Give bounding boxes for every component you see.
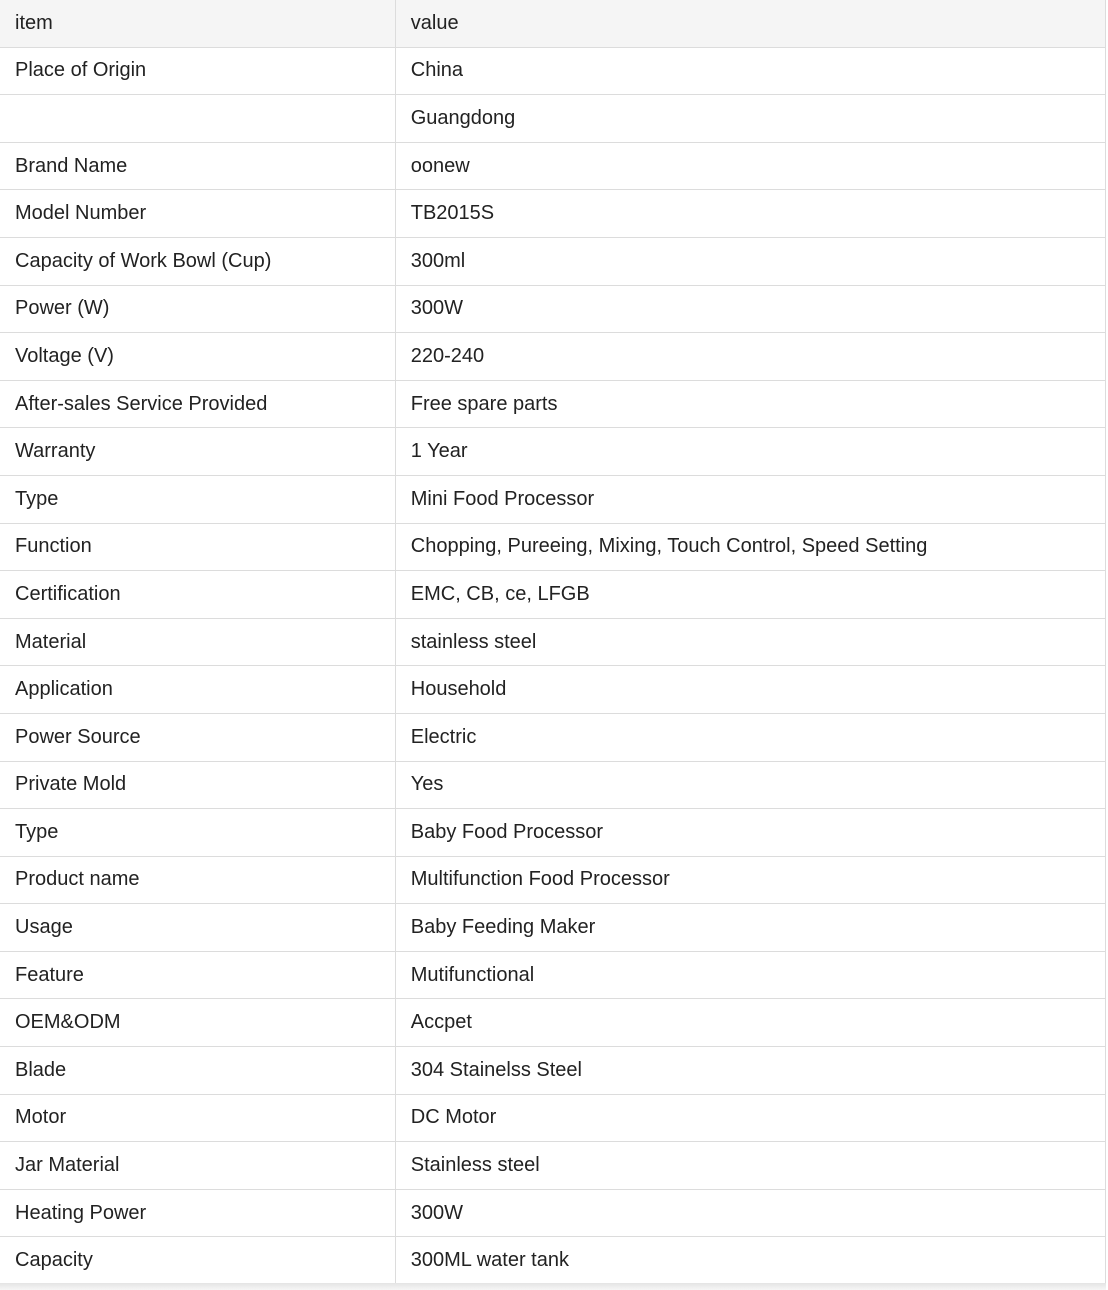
table-row xyxy=(0,951,1106,999)
row-item: Heating Power xyxy=(0,1189,395,1237)
row-item: Jar Material xyxy=(0,1142,395,1190)
table-row xyxy=(0,999,1106,1047)
row-value: 300ml xyxy=(395,237,1105,285)
row-item: Blade xyxy=(0,1047,395,1095)
row-value: 300ML water tank xyxy=(395,1237,1105,1285)
row-value: Guangdong xyxy=(395,95,1105,143)
row-value: Yes xyxy=(395,761,1105,809)
row-item: Power Source xyxy=(0,713,395,761)
header-value: value xyxy=(395,0,1105,47)
row-item: Application xyxy=(0,666,395,714)
row-item: Motor xyxy=(0,1094,395,1142)
table-row xyxy=(0,237,1106,285)
table-row xyxy=(0,571,1106,619)
table-row xyxy=(0,1094,1106,1142)
table-row xyxy=(0,47,1106,95)
row-item: Type xyxy=(0,475,395,523)
row-item: Capacity xyxy=(0,1237,395,1285)
table-row xyxy=(0,1237,1106,1285)
row-value: Stainless steel xyxy=(395,1142,1105,1190)
row-item: Brand Name xyxy=(0,142,395,190)
row-item: After-sales Service Provided xyxy=(0,380,395,428)
row-value: Free spare parts xyxy=(395,380,1105,428)
row-value: 300W xyxy=(395,285,1105,333)
header-item: item xyxy=(0,0,395,47)
row-item: Type xyxy=(0,809,395,857)
row-item: Capacity of Work Bowl (Cup) xyxy=(0,237,395,285)
row-item: Certification xyxy=(0,571,395,619)
bottom-shadow xyxy=(0,1283,1106,1290)
table-row xyxy=(0,1189,1106,1237)
header-row xyxy=(0,0,1106,47)
row-item: Usage xyxy=(0,904,395,952)
row-value: Multifunction Food Processor xyxy=(395,856,1105,904)
row-item: Warranty xyxy=(0,428,395,476)
table-row xyxy=(0,856,1106,904)
row-value: stainless steel xyxy=(395,618,1105,666)
row-value: Baby Feeding Maker xyxy=(395,904,1105,952)
row-value: oonew xyxy=(395,142,1105,190)
table-row xyxy=(0,95,1106,143)
row-value: Baby Food Processor xyxy=(395,809,1105,857)
row-item: OEM&ODM xyxy=(0,999,395,1047)
row-value: Accpet xyxy=(395,999,1105,1047)
table-row xyxy=(0,523,1106,571)
table-row xyxy=(0,618,1106,666)
table-row xyxy=(0,761,1106,809)
row-value: Electric xyxy=(395,713,1105,761)
table-row xyxy=(0,190,1106,238)
table-row xyxy=(0,142,1106,190)
row-value: 1 Year xyxy=(395,428,1105,476)
table-row xyxy=(0,333,1106,381)
row-value: 220-240 xyxy=(395,333,1105,381)
row-value: Chopping, Pureeing, Mixing, Touch Control, Speed Setting xyxy=(395,523,1105,571)
row-item: Material xyxy=(0,618,395,666)
row-item: Voltage (V) xyxy=(0,333,395,381)
row-value: Mini Food Processor xyxy=(395,475,1105,523)
table-header xyxy=(0,0,1106,47)
table-row xyxy=(0,1142,1106,1190)
table-row xyxy=(0,809,1106,857)
row-value: EMC, CB, ce, LFGB xyxy=(395,571,1105,619)
table-row xyxy=(0,713,1106,761)
table-row xyxy=(0,1047,1106,1095)
row-value: TB2015S xyxy=(395,190,1105,238)
row-value: DC Motor xyxy=(395,1094,1105,1142)
row-value: Mutifunctional xyxy=(395,951,1105,999)
row-item: Product name xyxy=(0,856,395,904)
table-row xyxy=(0,380,1106,428)
row-value: 304 Stainelss Steel xyxy=(395,1047,1105,1095)
row-item: Model Number xyxy=(0,190,395,238)
row-value: Household xyxy=(395,666,1105,714)
row-item: Power (W) xyxy=(0,285,395,333)
table-row xyxy=(0,904,1106,952)
row-item: Place of Origin xyxy=(0,47,395,95)
row-item: Private Mold xyxy=(0,761,395,809)
row-item: Function xyxy=(0,523,395,571)
row-item: Feature xyxy=(0,951,395,999)
table-row xyxy=(0,428,1106,476)
row-value: China xyxy=(395,47,1105,95)
table-row xyxy=(0,475,1106,523)
row-value: 300W xyxy=(395,1189,1105,1237)
table-row xyxy=(0,666,1106,714)
table-body xyxy=(0,47,1106,1284)
table-row xyxy=(0,285,1106,333)
row-item xyxy=(0,95,395,143)
